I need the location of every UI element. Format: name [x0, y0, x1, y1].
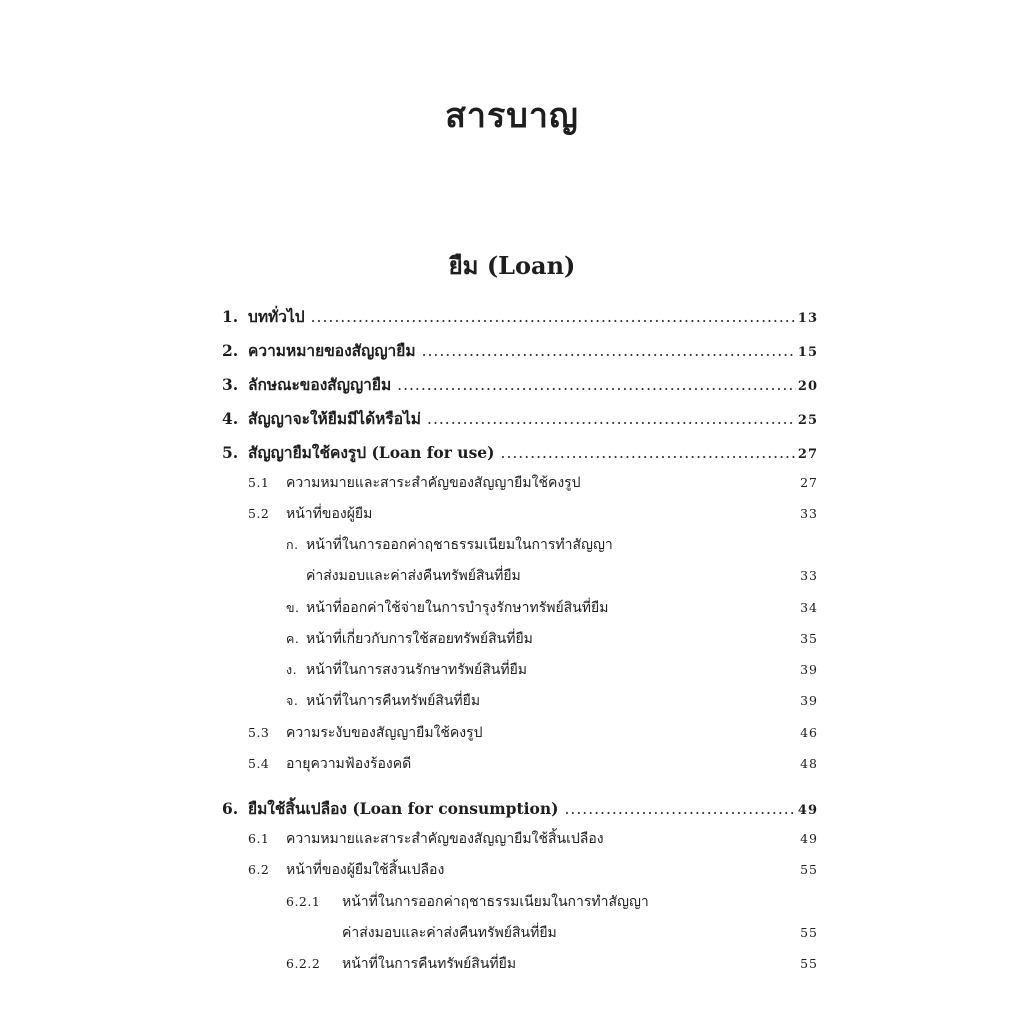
dot-leader [311, 308, 796, 326]
entry-label: หน้าที่ในการคืนทรัพย์สินที่ยืม [306, 693, 481, 709]
entry-label: หน้าที่ของผู้ยืมใช้สิ้นเปลือง [286, 862, 445, 878]
entry-page: 48 [800, 756, 818, 771]
entry-page: 13 [797, 311, 818, 326]
toc-entry-5-1[interactable] [222, 472, 818, 500]
toc-entry-6-2-2[interactable] [222, 953, 818, 981]
entry-page: 33 [800, 568, 818, 583]
entry-page: 46 [800, 725, 818, 740]
entry-page: 35 [800, 631, 818, 646]
entry-label: หน้าที่ของผู้ยืม [286, 506, 373, 522]
entry-number: ข. [286, 600, 300, 615]
toc-entry-5-2-e[interactable] [222, 690, 818, 718]
entry-label: สัญญายืมใช้คงรูป (Loan for use) [248, 443, 495, 462]
entry-label: ค่าส่งมอบและค่าส่งคืนทรัพย์สินที่ยืม [342, 925, 557, 941]
toc-entry-2[interactable] [222, 338, 818, 366]
toc-entry-6-1[interactable] [222, 828, 818, 856]
entry-page: 25 [797, 413, 818, 428]
entry-number: 6.2 [248, 862, 270, 877]
entry-page: 33 [800, 506, 818, 521]
entry-page: 27 [797, 447, 818, 462]
toc-entry-5-2-a-cont[interactable] [222, 565, 818, 593]
toc-entry-5[interactable] [222, 440, 818, 468]
entry-number: 1. [222, 307, 239, 326]
section-title: ยืม (Loan) [448, 251, 576, 280]
dot-leader [501, 444, 796, 462]
entry-label: หน้าที่ในการคืนทรัพย์สินที่ยืม [342, 956, 517, 972]
entry-number: 4. [222, 409, 239, 428]
entry-page: 27 [800, 475, 818, 490]
toc-entry-5-4[interactable] [222, 753, 818, 781]
entry-number: 2. [222, 341, 239, 360]
entry-number: 5.4 [248, 756, 270, 771]
entry-page: 39 [800, 662, 818, 677]
entry-label: ความระงับของสัญญายืมใช้คงรูป [286, 725, 483, 741]
entry-label: บททั่วไป [248, 307, 305, 326]
toc-entry-5-2-d[interactable] [222, 659, 818, 687]
entry-page: 55 [800, 956, 818, 971]
dot-leader [397, 376, 796, 394]
entry-number: ง. [286, 662, 298, 677]
entry-page: 49 [797, 803, 818, 818]
dot-leader [427, 410, 796, 428]
toc-entry-4[interactable] [222, 406, 818, 434]
entry-number: 5. [222, 443, 239, 462]
entry-label: หน้าที่เกี่ยวกับการใช้สอยทรัพย์สินที่ยืม [306, 631, 533, 647]
entry-label: หน้าที่ออกค่าใช้จ่ายในการบำรุงรักษาทรัพย์สินที่ยืม [306, 600, 609, 616]
entry-label: สัญญาจะให้ยืมมีได้หรือไม่ [248, 409, 422, 428]
entry-page: 39 [800, 693, 818, 708]
toc-entry-5-2-b[interactable] [222, 597, 818, 625]
entry-label: ความหมายของสัญญายืม [248, 341, 416, 360]
entry-number: 5.1 [248, 475, 270, 490]
entry-page: 55 [800, 862, 818, 877]
entry-number: ก. [286, 537, 299, 552]
entry-number: 5.3 [248, 725, 270, 740]
entry-number: 6.1 [248, 831, 270, 846]
entry-label: ค่าส่งมอบและค่าส่งคืนทรัพย์สินที่ยืม [306, 568, 521, 584]
toc-entry-6-2[interactable] [222, 859, 818, 887]
dot-leader [422, 342, 796, 360]
toc-entry-6-2-1-cont[interactable] [222, 922, 818, 950]
entry-page: 34 [800, 600, 818, 615]
entry-number: 6.2.1 [286, 894, 321, 909]
entry-label: อายุความฟ้องร้องคดี [286, 756, 412, 772]
toc-entry-5-3[interactable] [222, 722, 818, 750]
entry-page: 15 [797, 345, 818, 360]
entry-number: จ. [286, 693, 299, 708]
entry-label: ความหมายและสาระสำคัญของสัญญายืมใช้สิ้นเปลือง [286, 831, 604, 847]
entry-label: หน้าที่ในการออกค่าฤชาธรรมเนียมในการทำสัญญา [342, 894, 649, 910]
toc-entry-5-2-a[interactable] [222, 534, 818, 562]
toc-entry-6[interactable] [222, 796, 818, 824]
toc-entry-5-2[interactable] [222, 503, 818, 531]
entry-label: ยืมใช้สิ้นเปลือง (Loan for consumption) [248, 799, 559, 818]
entry-page: 49 [800, 831, 818, 846]
dot-leader [564, 800, 795, 818]
entry-label: หน้าที่ในการออกค่าฤชาธรรมเนียมในการทำสัญญา [306, 537, 613, 553]
toc-entry-1[interactable] [222, 304, 818, 332]
toc-entry-6-2-1[interactable] [222, 891, 818, 919]
toc-entry-5-2-c[interactable] [222, 628, 818, 656]
entry-page: 20 [797, 379, 818, 394]
entry-number: 6. [222, 799, 239, 818]
page-title: สารบาญ [445, 96, 579, 136]
entry-label: ลักษณะของสัญญายืม [248, 375, 392, 394]
entry-number: 3. [222, 375, 239, 394]
entry-page: 55 [800, 925, 818, 940]
entry-number: 6.2.2 [286, 956, 321, 971]
entry-label: ความหมายและสาระสำคัญของสัญญายืมใช้คงรูป [286, 475, 581, 491]
entry-number: 5.2 [248, 506, 270, 521]
entry-label: หน้าที่ในการสงวนรักษาทรัพย์สินที่ยืม [306, 662, 528, 678]
toc-entry-3[interactable] [222, 372, 818, 400]
entry-number: ค. [286, 631, 300, 646]
